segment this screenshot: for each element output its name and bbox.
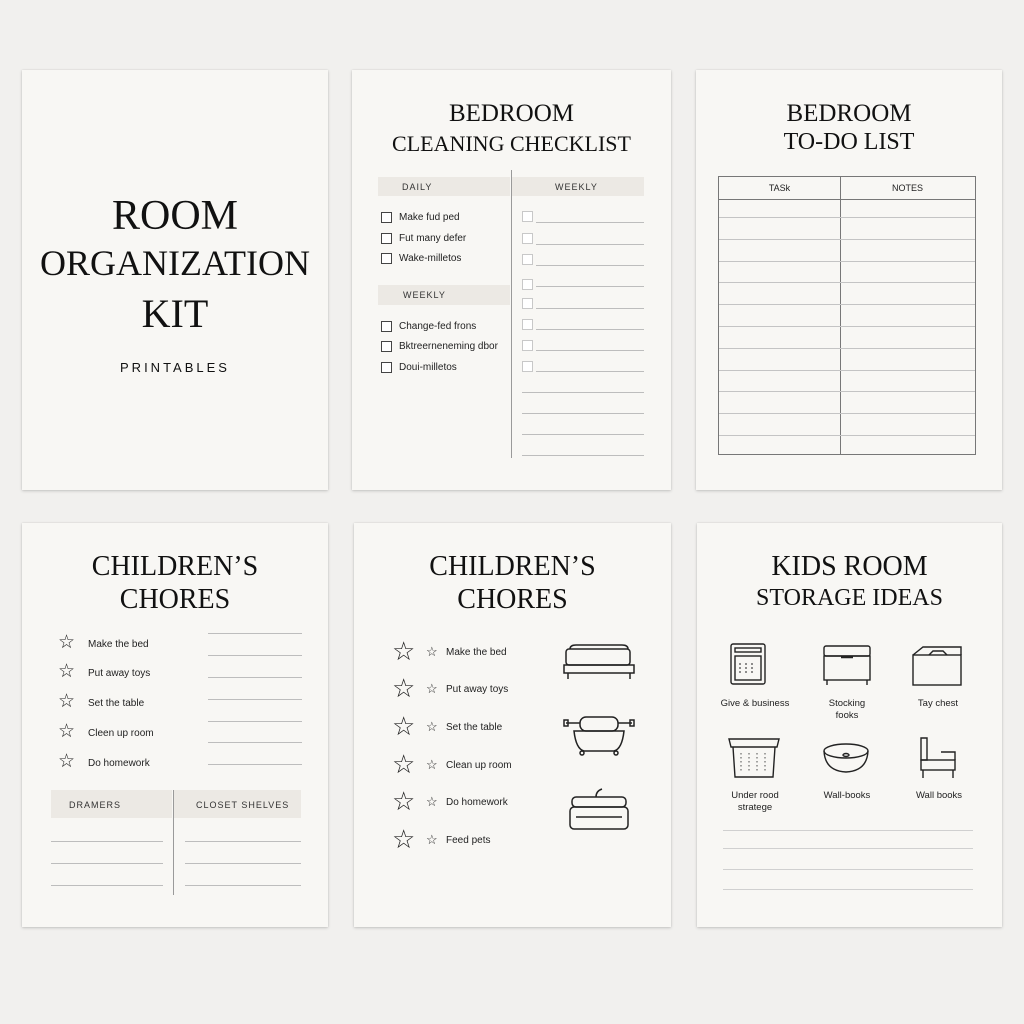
closet-line-2	[185, 863, 301, 864]
cover-card	[22, 70, 328, 490]
chore2-item-3: Set the table	[446, 722, 503, 733]
weekly-item-3: Doui-milletos	[399, 362, 457, 373]
chores-icons-card	[354, 523, 671, 927]
closet-line-3	[185, 885, 301, 886]
right-checkbox-4[interactable]	[522, 279, 533, 290]
closet-header-band	[174, 790, 301, 818]
todo-row-line	[719, 348, 975, 349]
right-line-7	[536, 350, 644, 351]
cabinet-icon	[728, 641, 768, 687]
chore1-item-4: Cleen up room	[88, 728, 154, 739]
chore1-item-5: Do homework	[88, 758, 150, 769]
small-star-icon: ☆	[426, 681, 438, 696]
chore1-line-4	[208, 742, 302, 743]
daily-checkbox-2[interactable]	[381, 233, 392, 244]
chore1-item-1: Make the bed	[88, 639, 149, 650]
right-line-3	[536, 265, 644, 266]
storage-label-3: Tay chest	[917, 698, 959, 709]
right-checkbox-5[interactable]	[522, 298, 533, 309]
weekly-checkbox-1[interactable]	[381, 321, 392, 332]
small-star-icon: ☆	[426, 794, 438, 809]
chores1-title-line2: CHORES	[119, 584, 231, 615]
chore1-line-5	[208, 764, 302, 765]
right-checkbox-7[interactable]	[522, 340, 533, 351]
chore1-item-2: Put away toys	[88, 668, 151, 679]
storage-label-5: Wall-books	[823, 790, 871, 801]
drawers-header: DRAMERS	[69, 800, 122, 810]
right-checkbox-8[interactable]	[522, 361, 533, 372]
todo-row-line	[719, 304, 975, 305]
storage-title-line1: KIDS ROOM	[771, 551, 928, 582]
chore1-item-3: Set the table	[88, 698, 145, 709]
chore2-item-6: Feed pets	[446, 835, 491, 846]
right-line-12	[522, 455, 644, 456]
star-icon[interactable]: ☆	[392, 749, 416, 779]
drawers-line-2	[51, 863, 163, 864]
chore2-item-5: Do homework	[446, 797, 508, 808]
cover-title-line3: KIT	[141, 291, 209, 336]
right-line-10	[522, 413, 644, 414]
chore2-item-2: Put away toys	[446, 684, 509, 695]
daily-item-2: Fut many defer	[399, 233, 467, 244]
star-icon[interactable]: ☆	[58, 751, 76, 772]
right-line-9	[522, 392, 644, 393]
todo-row-line	[719, 217, 975, 218]
weekly-item-1: Change-fed frons	[399, 321, 477, 332]
chair-icon	[913, 734, 959, 780]
weekly-header-band-right	[512, 177, 644, 196]
small-star-icon: ☆	[426, 644, 438, 659]
todo-row-line	[719, 370, 975, 371]
drawers-line-3	[51, 885, 163, 886]
chore1-line-1	[208, 633, 302, 634]
drawers-line-1	[51, 841, 163, 842]
chores1-title-line1: CHILDREN’S	[91, 551, 259, 582]
todo-table	[718, 176, 976, 455]
storage-label-1: Give & business	[720, 698, 790, 709]
right-line-11	[522, 434, 644, 435]
chore1-line-3b	[208, 721, 302, 722]
todo-title-line2: TO-DO LIST	[783, 129, 915, 155]
column-divider	[511, 170, 512, 458]
right-line-8	[536, 371, 644, 372]
cover-title-line1: ROOM	[111, 193, 239, 239]
chores2-title-line2: CHORES	[457, 584, 568, 615]
storage-notes-line-3	[723, 869, 973, 870]
storage-label-4: Under rood stratege	[731, 790, 779, 813]
small-star-icon: ☆	[426, 719, 438, 734]
cleaning-title-line2: CLEANING CHECKLIST	[392, 131, 631, 156]
cover-subtitle: PRINTABLES	[120, 360, 230, 375]
cover-title-line2: ORGANIZATION	[40, 243, 310, 283]
chore2-item-4: Clean up room	[446, 760, 512, 771]
star-icon[interactable]: ☆	[392, 636, 416, 666]
chores2-title-line1: CHILDREN’S	[429, 551, 596, 582]
small-star-icon: ☆	[426, 832, 438, 847]
todo-list-card	[696, 70, 1002, 490]
storage-label-6: Wall books	[915, 790, 963, 801]
weekly-checkbox-3[interactable]	[381, 362, 392, 373]
right-line-1	[536, 222, 644, 223]
storage-container-icon	[566, 787, 632, 835]
cleaning-title-line1: BEDROOM	[448, 100, 574, 127]
chore2-item-1: Make the bed	[446, 647, 507, 658]
todo-row-line	[719, 413, 975, 414]
open-box-icon	[909, 645, 965, 687]
daily-item-1: Make fud ped	[399, 212, 460, 223]
cleaning-checklist-card	[352, 70, 671, 490]
todo-row-line	[719, 391, 975, 392]
todo-row-line	[719, 282, 975, 283]
star-icon[interactable]: ☆	[58, 661, 76, 682]
bed-icon	[562, 643, 636, 683]
weekly-header: WEEKLY	[403, 290, 446, 300]
todo-title-line1: BEDROOM	[786, 100, 912, 127]
chores1-col-divider	[173, 790, 174, 895]
right-line-5	[536, 308, 644, 309]
chores-list-card	[22, 523, 328, 927]
star-icon[interactable]: ☆	[58, 632, 76, 653]
star-icon[interactable]: ☆	[392, 824, 416, 854]
chore1-line-2	[208, 677, 302, 678]
todo-col-notes: NOTES	[891, 183, 923, 193]
weekly-header-band	[378, 285, 510, 305]
daily-checkbox-3[interactable]	[381, 253, 392, 264]
right-line-6	[536, 329, 644, 330]
right-line-2	[536, 244, 644, 245]
storage-title-line2: STORAGE IDEAS	[756, 585, 943, 611]
daily-checkbox-1[interactable]	[381, 212, 392, 223]
daily-header-band	[378, 177, 510, 196]
toy-car-icon	[562, 713, 636, 757]
weekly-header-right: WEEKLY	[555, 182, 598, 192]
storage-notes-line-4	[723, 889, 973, 890]
star-icon[interactable]: ☆	[392, 786, 416, 816]
star-icon[interactable]: ☆	[392, 711, 416, 741]
storage-notes-line-2	[723, 848, 973, 849]
bench-storage-icon	[821, 643, 873, 687]
right-checkbox-2[interactable]	[522, 233, 533, 244]
storage-notes-line-1	[723, 830, 973, 831]
drawers-header-band	[51, 790, 172, 818]
right-checkbox-3[interactable]	[522, 254, 533, 265]
daily-item-3: Wake-milletos	[399, 253, 462, 264]
star-icon[interactable]: ☆	[392, 673, 416, 703]
storage-label-2: Stocking fooks	[828, 698, 866, 721]
bin-icon	[727, 735, 781, 781]
daily-header: DAILY	[402, 182, 433, 192]
closet-header: CLOSET SHELVES	[196, 800, 290, 810]
todo-row-line	[719, 239, 975, 240]
closet-line-1	[185, 841, 301, 842]
star-icon[interactable]: ☆	[58, 721, 76, 742]
bowl-icon	[821, 741, 871, 777]
weekly-item-2: Bktreerneneming dbor	[399, 341, 498, 352]
star-icon[interactable]: ☆	[58, 691, 76, 712]
todo-row-line	[719, 326, 975, 327]
storage-ideas-card	[697, 523, 1002, 927]
small-star-icon: ☆	[426, 757, 438, 772]
todo-col-task: TASk	[768, 183, 791, 193]
todo-row-line	[719, 435, 975, 436]
right-line-4	[536, 286, 644, 287]
right-checkbox-1[interactable]	[522, 211, 533, 222]
chore1-line-1b	[208, 655, 302, 656]
todo-row-line	[719, 261, 975, 262]
chore1-line-3	[208, 699, 302, 700]
weekly-checkbox-2[interactable]	[381, 341, 392, 352]
right-checkbox-6[interactable]	[522, 319, 533, 330]
